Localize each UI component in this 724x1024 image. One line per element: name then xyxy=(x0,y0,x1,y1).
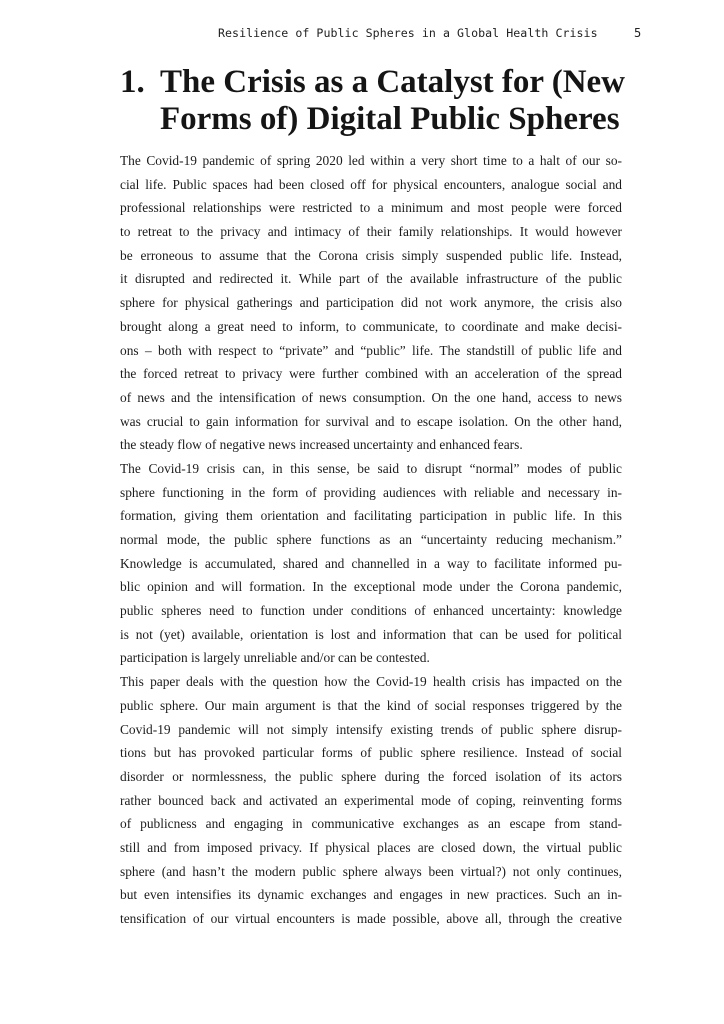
text-line: be erroneous to assume that the Corona crisis simply suspended public life. Instead, xyxy=(120,247,622,263)
text-line: disorder or normlessness, the public sphere during the forced isolation of its actors xyxy=(120,768,622,784)
text-line: The Covid-19 pandemic of spring 2020 led within a very short time to a halt of our so- xyxy=(120,153,622,168)
chapter-number: 1. xyxy=(120,64,145,100)
text-line: public sphere. Our main argument is that the kind of social responses triggered by the xyxy=(120,697,622,713)
text-line: the steady flow of negative news increased uncertainty and enhanced fears. xyxy=(120,437,523,453)
chapter-heading xyxy=(120,64,630,138)
text-line: rather bounced back and activated an experimental mode of coping, reinventing forms xyxy=(120,792,622,808)
text-line: of publicness and engaging in communicative exchanges as an escape from stand- xyxy=(120,816,622,832)
page-number: 5 xyxy=(634,26,642,40)
text-line: tions but has provoked particular forms of public sphere resilience. Instead of social xyxy=(120,745,622,761)
paragraph-3 xyxy=(120,670,622,931)
text-line: of news and the intensification of news consumption. On the one hand, access to news xyxy=(120,389,622,405)
text-line: was crucial to gain information for survival and to escape isolation. On the other hand, xyxy=(120,413,622,429)
text-line: the forced retreat to privacy were further combined with an acceleration of the spread xyxy=(120,366,622,382)
text-line: brought along a great need to inform, to communicate, to coordinate and make decisi- xyxy=(120,318,622,334)
text-line: professional relationships were restricted to a minimum and most people were forced xyxy=(120,200,622,216)
text-line: sphere (and hasn’t the modern public sphere always been virtual?) not only continues, xyxy=(120,863,622,879)
text-line: cial life. Public spaces had been closed off for physical encounters, analogue social and xyxy=(120,176,622,192)
chapter-title-line-2: Forms of) Digital Public Spheres xyxy=(160,101,620,137)
text-line: to retreat to the privacy and intimacy of their family relationships. It would however xyxy=(120,224,622,240)
text-line: sphere for physical gatherings and participation did not work anymore, the crisis also xyxy=(120,295,622,311)
chapter-title-line-1: The Crisis as a Catalyst for (New xyxy=(160,64,626,100)
text-line: This paper deals with the question how the Covid-19 health crisis has impacted on the xyxy=(120,674,622,690)
chapter-heading-line-1 xyxy=(120,64,630,101)
text-line: it disrupted and redirected it. While part of the available infrastructure of the public xyxy=(120,271,622,287)
text-line: participation is largely unreliable and/or can be contested. xyxy=(120,650,430,666)
paragraph-2 xyxy=(120,457,622,670)
text-line: tensification of our virtual encounters is made possible, above all, through the creative xyxy=(120,911,622,926)
text-line: sphere functioning in the form of providing audiences with reliable and necessary in- xyxy=(120,484,622,500)
running-head xyxy=(0,26,724,46)
text-line: formation, giving them orientation and facilitating participation in public life. In this xyxy=(120,508,622,524)
text-line: Covid-19 pandemic will not simply intensify existing trends of public sphere disrup- xyxy=(120,721,622,737)
running-title: Resilience of Public Spheres in a Global Health Crisis xyxy=(218,26,598,40)
text-line: The Covid-19 crisis can, in this sense, be said to disrupt “normal” modes of public xyxy=(120,460,622,476)
text-line: but even intensifies its dynamic exchanges and engages in new practices. Such an in- xyxy=(120,887,622,903)
text-line: public spheres need to function under conditions of enhanced uncertainty: knowledge xyxy=(120,603,622,619)
text-line: blic opinion and will formation. In the exceptional mode under the Corona pandemic, xyxy=(120,579,622,595)
text-line: is not (yet) available, orientation is lost and information that can be used for political xyxy=(120,626,622,642)
text-line: Knowledge is accumulated, shared and channelled in a way to facilitate informed pu- xyxy=(120,555,622,571)
text-line: normal mode, the public sphere functions as an “uncertainty reducing mechanism.” xyxy=(120,532,622,547)
body-text xyxy=(120,149,622,931)
paragraph-1 xyxy=(120,149,622,457)
text-line: still and from imposed privacy. If physical places are closed down, the virtual public xyxy=(120,839,622,855)
text-line: ons – both with respect to “private” and “public” life. The standstill of public life and xyxy=(120,342,622,358)
